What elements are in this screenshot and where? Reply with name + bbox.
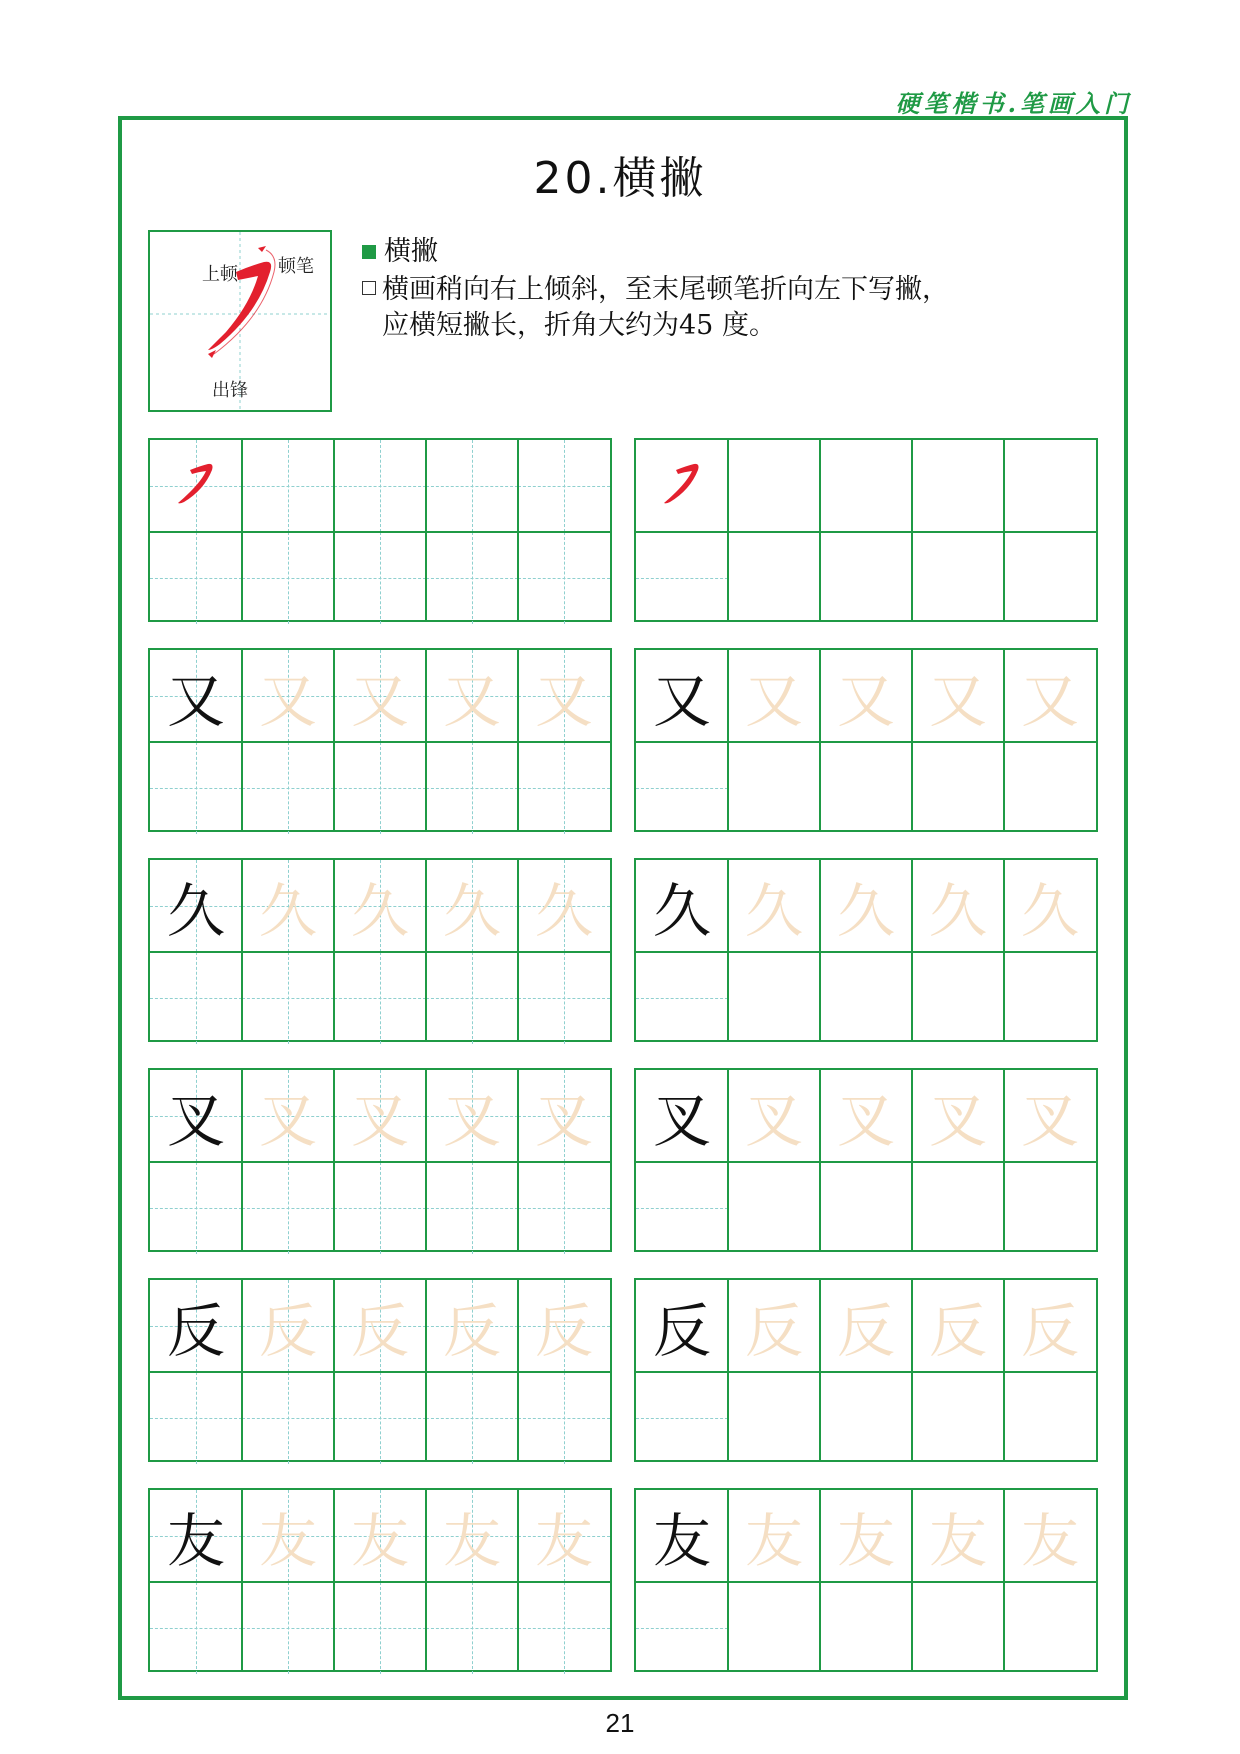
guide-line — [242, 788, 334, 789]
guide-line — [636, 1418, 728, 1419]
series-title: 硬笔楷书.笔画入门 — [895, 89, 1132, 118]
guide-line — [426, 998, 518, 999]
guide-line — [242, 998, 334, 999]
demo-label-bottom: 出锋 — [212, 380, 248, 401]
guide-line — [334, 998, 426, 999]
guide-line — [636, 788, 728, 789]
trace-character: 友 — [534, 1507, 593, 1575]
practice-grid — [148, 648, 612, 832]
guide-line — [334, 578, 426, 579]
lesson-title: 20.横撇 — [533, 153, 707, 204]
trace-character: 友 — [258, 1507, 317, 1575]
guide-line — [242, 578, 334, 579]
model-character: 叉 — [652, 1087, 711, 1155]
model-character: 久 — [652, 877, 711, 945]
stroke-demo-box — [148, 230, 332, 412]
practice-grid — [634, 648, 1098, 832]
guide-line — [150, 1208, 242, 1209]
practice-grid — [634, 858, 1098, 1042]
guide-line — [242, 1628, 334, 1629]
description — [362, 234, 1122, 344]
model-character: 反 — [166, 1297, 225, 1365]
model-character: 反 — [652, 1297, 711, 1365]
guide-line — [334, 788, 426, 789]
cell-divider — [911, 440, 913, 620]
model-character: 友 — [166, 1507, 225, 1575]
trace-character: 又 — [1020, 667, 1079, 735]
guide-line — [242, 1418, 334, 1419]
guide-line — [426, 1628, 518, 1629]
trace-character: 反 — [442, 1297, 501, 1365]
trace-character: 叉 — [258, 1087, 317, 1155]
trace-character: 又 — [744, 667, 803, 735]
guide-line — [636, 578, 728, 579]
practice-grid — [148, 1068, 612, 1252]
guide-line — [150, 998, 242, 999]
trace-character: 叉 — [744, 1087, 803, 1155]
trace-character: 友 — [350, 1507, 409, 1575]
trace-character: 久 — [442, 877, 501, 945]
guide-line — [334, 1628, 426, 1629]
trace-character: 久 — [350, 877, 409, 945]
trace-character: 又 — [258, 667, 317, 735]
heng-pie-sample-icon — [636, 440, 728, 532]
heng-pie-sample-icon — [150, 440, 242, 532]
trace-character: 友 — [1020, 1507, 1079, 1575]
guide-line — [518, 578, 610, 579]
model-character: 又 — [652, 667, 711, 735]
trace-character: 久 — [534, 877, 593, 945]
trace-character: 反 — [744, 1297, 803, 1365]
cell-divider — [517, 440, 519, 620]
trace-character: 友 — [442, 1507, 501, 1575]
demo-label-top-left: 上顿 — [202, 264, 238, 285]
model-character: 友 — [652, 1507, 711, 1575]
practice-grid — [148, 858, 612, 1042]
guide-line — [242, 486, 334, 487]
trace-character: 友 — [836, 1507, 895, 1575]
guide-line — [150, 1628, 242, 1629]
trace-character: 又 — [350, 667, 409, 735]
cell-divider — [425, 440, 427, 620]
guide-line — [636, 998, 728, 999]
guide-line — [150, 578, 242, 579]
practice-grid — [634, 1068, 1098, 1252]
trace-character: 久 — [928, 877, 987, 945]
trace-character: 友 — [928, 1507, 987, 1575]
trace-character: 反 — [928, 1297, 987, 1365]
cell-divider — [333, 440, 335, 620]
trace-character: 又 — [928, 667, 987, 735]
trace-character: 友 — [744, 1507, 803, 1575]
trace-character: 叉 — [534, 1087, 593, 1155]
trace-character: 又 — [534, 667, 593, 735]
guide-line — [518, 1208, 610, 1209]
trace-character: 叉 — [1020, 1087, 1079, 1155]
trace-character: 叉 — [350, 1087, 409, 1155]
practice-grid — [634, 1488, 1098, 1672]
trace-character: 反 — [258, 1297, 317, 1365]
practice-grid — [148, 1488, 612, 1672]
guide-line — [518, 1418, 610, 1419]
practice-grid — [148, 438, 612, 622]
guide-line — [518, 1628, 610, 1629]
guide-line — [518, 486, 610, 487]
demo-label-top-right: 顿笔 — [278, 256, 314, 277]
page-number: 21 — [605, 1708, 635, 1738]
practice-grid — [634, 1278, 1098, 1462]
practice-grid — [634, 438, 1098, 622]
guide-line — [150, 788, 242, 789]
model-character: 又 — [166, 667, 225, 735]
trace-character: 又 — [442, 667, 501, 735]
trace-character: 反 — [836, 1297, 895, 1365]
trace-character: 反 — [1020, 1297, 1079, 1365]
guide-line — [518, 788, 610, 789]
model-character: 久 — [166, 877, 225, 945]
cell-divider — [819, 440, 821, 620]
trace-character: 久 — [258, 877, 317, 945]
trace-character: 反 — [350, 1297, 409, 1365]
guide-line — [150, 1418, 242, 1419]
guide-line — [334, 1418, 426, 1419]
trace-character: 久 — [744, 877, 803, 945]
practice-grid — [148, 1278, 612, 1462]
guide-line — [636, 1628, 728, 1629]
description-line-1: 横画稍向右上倾斜，至末尾顿笔折向左下写撇， — [382, 274, 949, 305]
guide-line — [426, 578, 518, 579]
filled-square-icon — [362, 245, 376, 259]
empty-square-icon — [362, 281, 376, 295]
guide-line — [426, 1208, 518, 1209]
guide-line — [334, 486, 426, 487]
model-character: 叉 — [166, 1087, 225, 1155]
description-heading: 横撇 — [384, 236, 438, 267]
trace-character: 叉 — [836, 1087, 895, 1155]
guide-line — [426, 788, 518, 789]
guide-line — [334, 1208, 426, 1209]
guide-line — [426, 1418, 518, 1419]
trace-character: 反 — [534, 1297, 593, 1365]
trace-character: 又 — [836, 667, 895, 735]
description-line-2: 应横短撇长，折角大约为45 度。 — [382, 310, 776, 341]
cell-divider — [1003, 440, 1005, 620]
guide-line — [636, 1208, 728, 1209]
trace-character: 久 — [1020, 877, 1079, 945]
trace-character: 叉 — [442, 1087, 501, 1155]
guide-line — [518, 998, 610, 999]
trace-character: 久 — [836, 877, 895, 945]
guide-line — [426, 486, 518, 487]
guide-line — [242, 1208, 334, 1209]
trace-character: 叉 — [928, 1087, 987, 1155]
